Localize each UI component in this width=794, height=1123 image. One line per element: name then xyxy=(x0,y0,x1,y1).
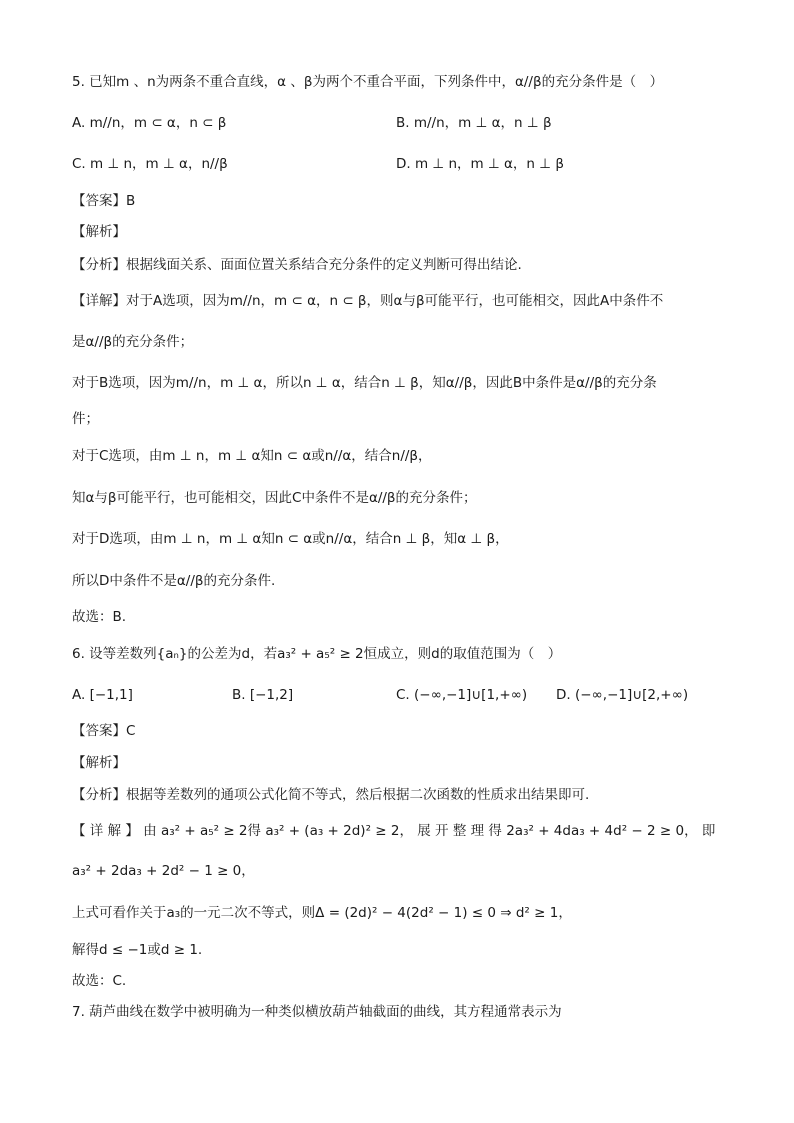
q5-detail-line: 【详解】对于A选项，因为m//n，m ⊂ α，n ⊂ β，则α与β可能平行，也可能相交，因此A中条件不 xyxy=(72,293,664,309)
q5-stem: 5. 已知m 、n为两条不重合直线，α 、β为两个不重合平面，下列条件中，α//β的充分条件是（ ） xyxy=(72,74,664,90)
q6-detail-line: 上式可看作关于a₃的一元二次不等式，则Δ = (2d)² − 4(2d² − 1) ≤ 0 ⇒ d² ≥ 1， xyxy=(72,905,572,921)
q5-detail-line: 是α//β的充分条件； xyxy=(72,334,194,350)
q5-detail-line: 对于C选项，由m ⊥ n，m ⊥ α知n ⊂ α或n//α，结合n//β， xyxy=(72,448,432,464)
q5-detail-line: 对于B选项，因为m//n，m ⊥ α，所以n ⊥ α，结合n ⊥ β，知α//β，因此B中条件是α//β的充分条 xyxy=(72,375,657,391)
q6-option-b: B. [−1,2] xyxy=(232,687,294,703)
q5-detail-line: 所以D中条件不是α//β的充分条件. xyxy=(72,573,276,589)
q6-detail-line: 解得d ≤ −1或d ≥ 1. xyxy=(72,942,203,958)
q6-detail-line: 【 详 解 】 由 a₃² + a₅² ≥ 2得 a₃² + (a₃ + 2d)² ≥ 2， 展 开 整 理 得 2a₃² + 4da₃ + 4d² − 2 ≥ 0， 即 xyxy=(72,823,716,839)
q5-option-a: A. m//n，m ⊂ α，n ⊂ β xyxy=(72,115,227,131)
q6-detail-line: 故选：C. xyxy=(72,973,127,989)
q6-option-a: A. [−1,1] xyxy=(72,687,133,703)
q6-detail-line: a₃² + 2da₃ + 2d² − 1 ≥ 0， xyxy=(72,863,255,879)
q6-fenxi: 【分析】根据等差数列的通项公式化简不等式，然后根据二次函数的性质求出结果即可. xyxy=(72,787,590,803)
q5-detail-line: 故选：B. xyxy=(72,609,127,625)
q5-option-b: B. m//n，m ⊥ α，n ⊥ β xyxy=(396,115,552,131)
q5-option-c: C. m ⊥ n，m ⊥ α，n//β xyxy=(72,156,228,172)
q5-detail-line: 知α与β可能平行，也可能相交，因此C中条件不是α//β的充分条件； xyxy=(72,490,477,506)
q6-option-c: C. (−∞,−1]∪[1,+∞) xyxy=(396,687,528,703)
q5-fenxi: 【分析】根据线面关系、面面位置关系结合充分条件的定义判断可得出结论. xyxy=(72,257,522,273)
q5-option-d: D. m ⊥ n，m ⊥ α，n ⊥ β xyxy=(396,156,564,172)
q7-stem: 7. 葫芦曲线在数学中被明确为一种类似横放葫芦轴截面的曲线，其方程通常表示为 xyxy=(72,1004,562,1020)
q6-option-d: D. (−∞,−1]∪[2,+∞) xyxy=(556,687,689,703)
q5-answer: 【答案】B xyxy=(72,193,136,209)
q6-answer: 【答案】C xyxy=(72,723,136,739)
q5-detail-line: 件； xyxy=(72,411,99,427)
q5-detail-line: 对于D选项，由m ⊥ n，m ⊥ α知n ⊂ α或n//α，结合n ⊥ β，知α ⊥ β， xyxy=(72,531,509,547)
q6-analysis-heading: 【解析】 xyxy=(72,755,126,771)
q5-analysis-heading: 【解析】 xyxy=(72,224,126,240)
q6-stem: 6. 设等差数列{aₙ}的公差为d，若a₃² + a₅² ≥ 2恒成立，则d的取值范围为（ ） xyxy=(72,646,562,662)
